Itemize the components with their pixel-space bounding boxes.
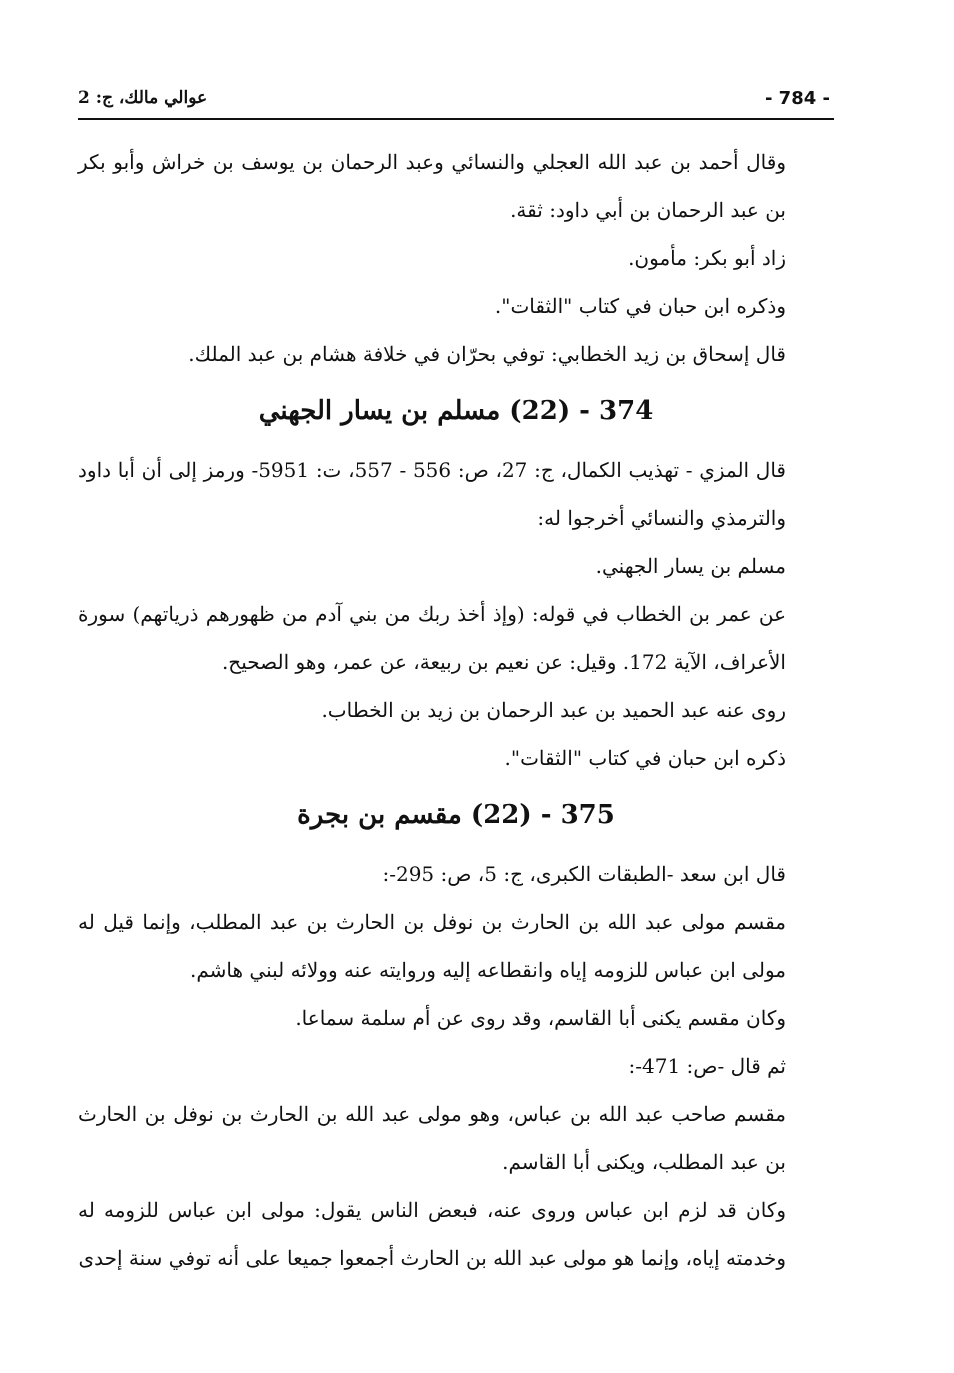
paragraph: قال ابن سعد -الطبقات الكبرى، ج: 5، ص: 295-: [382,862,786,886]
paragraph: ثم قال -ص: 471-: [628,1054,786,1078]
entry-title-375: 375 - (22) مقسم بن بجرة [297,800,615,830]
book-label: عوالي مالك، ج: 2 [78,88,208,108]
paragraph: وذكره ابن حبان في كتاب "الثقات". [494,294,786,318]
paragraph: مقسم صاحب عبد الله بن عباس، وهو مولى عبد الله بن الحارث بن نوفل بن الحارث بن عبد المطلب، ويكنى أبا القاسم. [78,1102,786,1174]
body-text [78,138,834,1282]
page-number: - 784 - [764,88,830,109]
paragraph: روى عنه عبد الحميد بن عبد الرحمان بن زيد بن الخطاب. [321,698,786,722]
running-header [78,84,834,120]
entry-title-374: 374 - (22) مسلم بن يسار الجهني [258,396,654,426]
paragraph: ذكره ابن حبان في كتاب "الثقات". [504,746,786,770]
paragraph: وقال أحمد بن عبد الله العجلي والنسائي وعبد الرحمان بن يوسف بن خراش وأبو بكر بن عبد الرحمان بن أبي داود: ثقة. [78,150,786,222]
paragraph: مقسم مولى عبد الله بن الحارث بن نوفل بن الحارث بن عبد المطلب، وإنما قيل له مولى ابن عباس للزومه إياه وانقطاعه إليه وروايته عنه وولائه لبني هاشم. [78,910,786,982]
paragraph: وكان مقسم يكنى أبا القاسم، وقد روى عن أم سلمة سماعا. [295,1006,786,1030]
paragraph: قال المزي - تهذيب الكمال، ج: 27، ص: 556 - 557، ت: 5951- ورمز إلى أن أبا داود والترمذي والنسائي أخرجوا له: [78,458,786,530]
paragraph: عن عمر بن الخطاب في قوله: (وإذ أخذ ربك من بني آدم من ظهورهم ذرياتهم) سورة الأعراف، الآية 172. وقيل: عن نعيم بن ربيعة، عن عمر، وهو الصحيح. [78,602,787,674]
paragraph: وكان قد لزم ابن عباس وروى عنه، فبعض الناس يقول: مولى ابن عباس للزومه له وخدمته إياه، وإنما هو مولى عبد الله بن الحارث أجمعوا جميعا على أنه توفي سنة إحدى [78,1198,786,1270]
paragraph: زاد أبو بكر: مأمون. [628,246,786,270]
paragraph: مسلم بن يسار الجهني. [595,554,786,578]
paragraph: قال إسحاق بن زيد الخطابي: توفي بحرّان في خلافة هشام بن عبد الملك. [188,342,786,366]
